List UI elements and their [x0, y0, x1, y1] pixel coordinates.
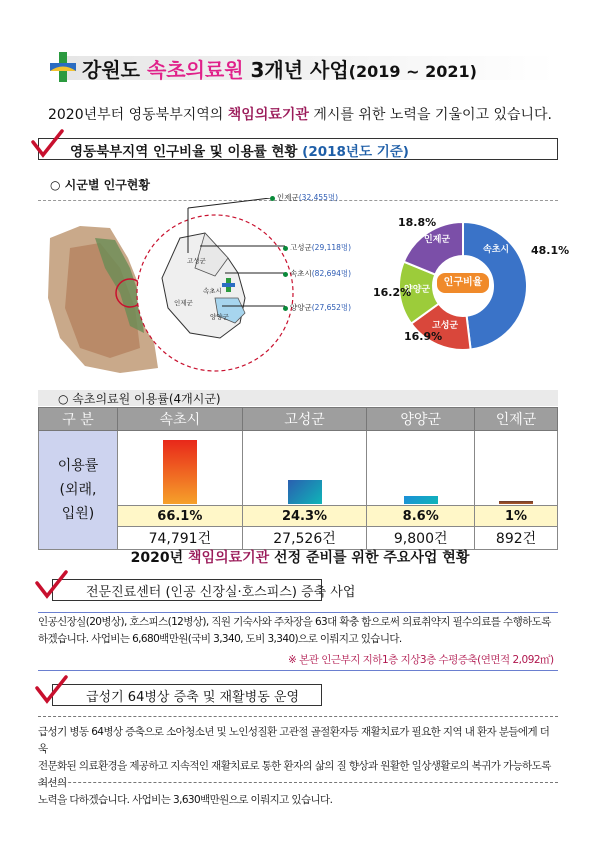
- usage-header-row: [39, 408, 558, 431]
- count-goseong: 27,526건: [242, 527, 367, 550]
- donut-seg-label-sokcho: 속초시: [483, 245, 510, 255]
- checkmark-icon: [34, 569, 68, 603]
- checkmark-icon: [30, 128, 64, 162]
- item1-body: 인공신장실(20병상), 호스피스(12병상), 직원 기숙사와 주차장을 63대 확충 함으로써 의료취약지 필수의료를 수행하도록 하겠습니다. 사업비는 6,680백만원(국비 3,340, 도비 3,340)으로 이뤄지고 있습니다.: [38, 616, 551, 645]
- donut-seg-label-inje: 인제군: [424, 235, 451, 245]
- section2-title: 2020년 책임의료기관 선정 준비를 위한 주요사업 현황: [130, 550, 470, 566]
- col-goseong: 고성군: [242, 408, 367, 431]
- item2-body: 급성기 병동 64병상 증축으로 소아청소년 및 노인성질환 고관절 골절환자등 재활치료가 필요한 지역 내 환자 분들에게 더욱 전문화된 의료환경을 제공하고 지속적인 재활치료로 통한 환자의 삶의 질 향상과 원활한 일상생활로의 복귀가 가능하도록 최선의 노력을 다하겠습니다. 사업비는 3,630백만원으로 이뤄지고 있습니다.: [38, 726, 551, 806]
- rate-goseong: 24.3%: [242, 506, 367, 527]
- bar-cell-yangyang: [367, 431, 475, 506]
- donut-pct-yangyang: 16.2%: [373, 286, 412, 299]
- checkmark-icon: [34, 674, 68, 708]
- hospital-logo-icon: [50, 52, 76, 82]
- item1-rule-top: [38, 612, 558, 613]
- city-pop-yangyang: 양양군(27,652명): [283, 302, 351, 313]
- population-label: ○ 시군별 인구현황: [50, 178, 150, 192]
- usage-label: ○ 속초의료원 이용률(4개시군): [58, 392, 221, 406]
- row-head: 이용률 (외래, 입원): [39, 431, 118, 550]
- item1-rule-bottom: [38, 670, 558, 671]
- item2-heading: 급성기 64병상 증축 및 재활병동 운영: [42, 682, 312, 708]
- map-label-sokcho: 속초시: [203, 287, 222, 295]
- rate-sokcho: 66.1%: [118, 506, 243, 527]
- usage-bar-inje: [499, 501, 533, 504]
- count-yangyang: 9,800건: [367, 527, 475, 550]
- item2-rule-bottom: [38, 782, 558, 783]
- city-pop-inje: 인제군(32,455명): [270, 192, 338, 203]
- rate-yangyang: 8.6%: [367, 506, 475, 527]
- col-yangyang: 양양군: [367, 408, 475, 431]
- donut-seg-label-yangyang: 양양군: [404, 285, 431, 295]
- map-label-yangyang: 양양군: [210, 313, 229, 321]
- count-sokcho: 74,791건: [118, 527, 243, 550]
- bar-cell-goseong: [242, 431, 367, 506]
- usage-bar-goseong: [288, 480, 322, 504]
- donut-center-badge: [436, 272, 490, 294]
- donut-pct-goseong: 16.9%: [404, 330, 443, 343]
- item1-heading: 전문진료센터 (인공 신장실·호스피스) 증축 사업: [42, 577, 312, 603]
- bar-cell-sokcho: [118, 431, 243, 506]
- map-label-inje: 인제군: [174, 299, 193, 307]
- map-label-goseong: 고성군: [187, 257, 206, 265]
- page-title: 강원도 속초의료원 3개년 사업(2019 ~ 2021): [82, 58, 477, 82]
- donut-seg-label-goseong: 고성군: [432, 321, 459, 331]
- donut-pct-sokcho: 48.1%: [531, 244, 570, 257]
- donut-center-label: 인구비율: [443, 277, 483, 288]
- intro-text: 2020년부터 영동북부지역의 책임의료기관 게시를 위한 노력을 기울이고 있습니다.: [47, 107, 553, 123]
- usage-table: [38, 407, 558, 550]
- bar-row: [39, 431, 558, 506]
- rate-inje: 1%: [475, 506, 558, 527]
- item1-note: ※ 본관 인근부지 지하1층 지상3층 수평증축(연면적 2,092㎡): [288, 654, 554, 666]
- col-inje: 인제군: [475, 408, 558, 431]
- city-pop-sokcho: 속초시(82,694명): [283, 268, 351, 279]
- count-inje: 892건: [475, 527, 558, 550]
- usage-bar-sokcho: [163, 440, 197, 504]
- section1-heading: 영동북부지역 인구비율 및 이용률 현황 (2018년도 기준): [38, 136, 558, 162]
- table-corner: 구 분: [39, 408, 118, 431]
- donut-pct-inje: 18.8%: [398, 216, 437, 229]
- city-pop-goseong: 고성군(29,118명): [283, 242, 351, 253]
- title-bar: [48, 52, 556, 82]
- bar-cell-inje: [475, 431, 558, 506]
- col-sokcho: 속초시: [118, 408, 243, 431]
- item2-rule-top: [38, 716, 558, 717]
- usage-bar-yangyang: [404, 496, 438, 504]
